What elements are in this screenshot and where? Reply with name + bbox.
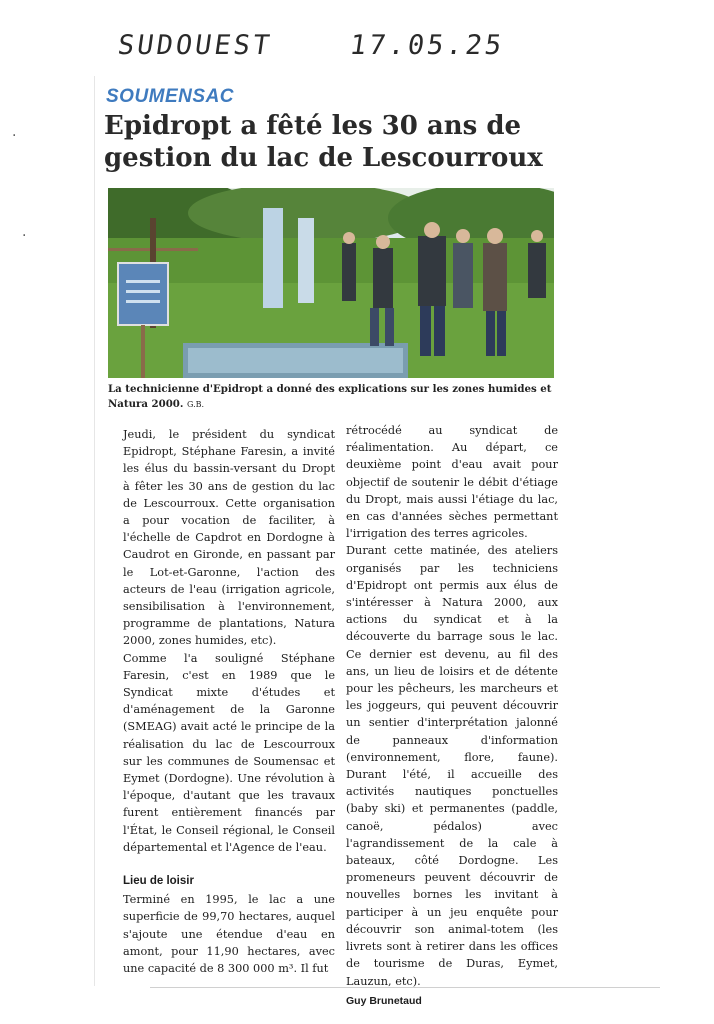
- article-column-1: [123, 426, 335, 977]
- paragraph: rétrocédé au syndicat de réalimentation. Au départ, ce deuxième point d'eau avait pour objectif de soutenir le débit d'étiage du Dropt, mais aussi l'étiage du lac, en cas d'années sèches permettant l'irrigation des terres agricoles.: [346, 424, 558, 541]
- subheading: Lieu de loisir: [123, 875, 194, 888]
- paragraph: Durant cette matinée, des ateliers organisés par les techniciens d'Epidropt ont permis aux élus de s'intéresser à Natura 2000, aux actions du syndicat et à la découverte du barrage sous le lac. Ce dernier est devenu, au fil des ans, un lieu de loisirs et de détente pour les pêcheurs, les marcheurs et les joggeurs, qui peuvent découvrir un sentier d'interprétation jalonné de panneaux d'information (environnement, flore, faune). Durant l'été, il accueille des activités nautiques ponctuelles (baby ski) et permanentes (paddle, canoë, pédalos) avec l'agrandissement de la cale à bateaux, côté Dordogne. Les promeneurs peuvent découvrir de nouvelles bornes les invitant à participer à un jeu enquête pour découvrir son animal-totem (les livrets sont à retirer dans les offices de tourisme de Duras, Eymet, Lauzun, etc).: [346, 544, 558, 988]
- section-label: SOUMENSAC: [106, 86, 235, 107]
- clipping-edge: [94, 76, 95, 986]
- newspaper-clipping: [100, 80, 565, 1007]
- scan-speck: ·: [12, 128, 17, 144]
- handwritten-date: 17.05.25: [347, 30, 507, 61]
- photo-credit: G.B.: [187, 400, 205, 409]
- paragraph: Comme l'a souligné Stéphane Faresin, c'est en 1989 que le Syndicat mixte d'études et d'aménagement de la Garonne (SMEAG) avait acté le principe de la réalisation du lac de Lescourroux sur les communes de Soumensac et Eymet (Dordogne). Une révolution à l'époque, d'autant que les travaux furent entièrement financés par l'État, le Conseil régional, le Conseil départemental et l'Agence de l'eau.: [123, 651, 335, 854]
- scan-speck: ·: [22, 228, 27, 244]
- handwritten-source: SUDOUEST: [115, 30, 275, 61]
- paragraph: Jeudi, le président du syndicat Epidropt, Stéphane Faresin, a invité les élus du bassin-versant du Dropt à fêter les 30 ans de gestion du lac de Lescourroux. Cette organisation a pour vocation de faciliter, à l'échelle de Capdrot en Dordogne à Caudrot en Gironde, en passant par le Lot-et-Garonne, l'action des acteurs de l'eau (irrigation agricole, sensibilisation à l'environnement, programme de plantations, Natura 2000, zones humides, etc).: [123, 428, 335, 648]
- paragraph: Terminé en 1995, le lac a une superficie de 99,70 hectares, auquel s'ajoute une étendue d'eau en amont, pour 11,90 hectares, avec une capacité de 8 300 000 m³. Il fut: [123, 893, 335, 976]
- byline: Guy Brunetaud: [346, 994, 422, 1007]
- article-column-2: [346, 422, 558, 1010]
- caption-text: La technicienne d'Epidropt a donné des explications sur les zones humides et Natura 2000.: [108, 383, 552, 410]
- article-photo: [108, 188, 554, 378]
- scan-edge-line: [150, 987, 660, 988]
- headline: Epidropt a fêté les 30 ans de gestion du lac de Lescourroux: [104, 111, 543, 173]
- photo-caption: [108, 382, 558, 412]
